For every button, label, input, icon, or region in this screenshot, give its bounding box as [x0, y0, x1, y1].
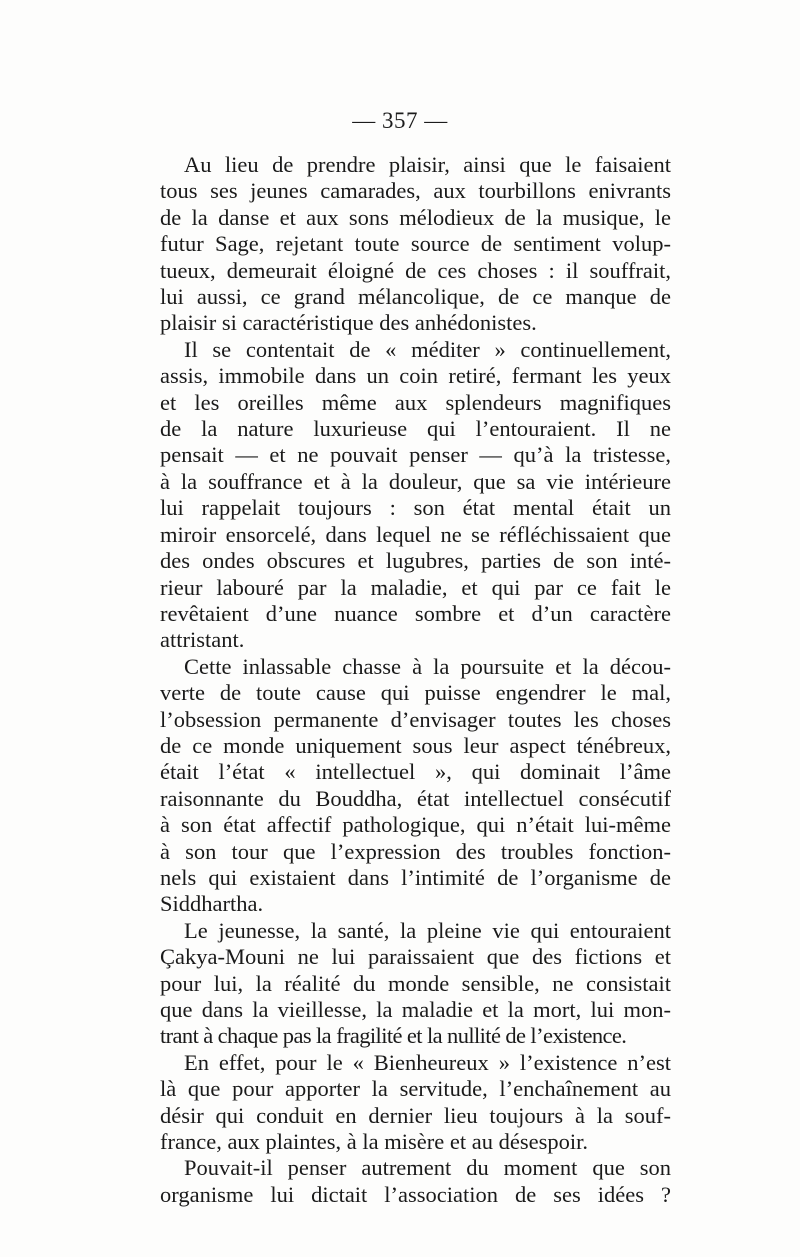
text-line: lui rappelait toujours : son état mental était un — [160, 495, 671, 521]
text-line: de la danse et aux sons mélodieux de la musique, le — [160, 204, 671, 230]
text-line: futur Sage, rejetant toute source de sentiment volup- — [160, 231, 671, 257]
text-line: de ce monde uniquement sous leur aspect ténébreux, — [160, 732, 671, 758]
page-number: — 357 — — [352, 108, 448, 133]
text-line: plaisir si caractéristique des anhédonistes. — [160, 310, 537, 336]
text-line: pour lui, la réalité du monde sensible, ne consistait — [160, 970, 671, 996]
text-line: Pouvait-il penser autrement du moment que son — [184, 1155, 671, 1181]
text-line: pensait — et ne pouvait penser — qu’à la tristesse, — [160, 442, 671, 468]
text-line: Çakya-Mouni ne lui paraissaient que des fictions et — [160, 944, 671, 970]
paragraph — [136, 1050, 671, 1156]
text-line: tueux, demeurait éloigné de ces choses : il souffrait, — [160, 257, 671, 283]
text-line: de la nature luxurieuse qui l’entouraient. Il ne — [160, 416, 671, 442]
text-line: à son état affectif pathologique, qui n’était lui-même — [160, 812, 671, 838]
text-line: que dans la vieillesse, la maladie et la mort, lui mon- — [160, 997, 671, 1022]
paragraph — [136, 654, 671, 918]
text-line: trant à chaque pas la fragilité et la nullité de l’existence. — [160, 1023, 627, 1049]
text-line: verte de toute cause qui puisse engendrer le mal, — [160, 680, 671, 706]
text-line: l’obsession permanente d’envisager toutes les choses — [160, 706, 671, 732]
paragraph — [136, 337, 671, 654]
text-line: attristant. — [160, 627, 245, 653]
text-line: assis, immobile dans un coin retiré, fermant les yeux — [160, 363, 671, 389]
text-line: nels qui existaient dans l’intimité de l’organisme de — [160, 864, 671, 890]
text-line: Cette inlassable chasse à la poursuite et la décou- — [184, 653, 671, 679]
text-line: france, aux plaintes, à la misère et au désespoir. — [160, 1129, 588, 1155]
text-line: tous ses jeunes camarades, aux tourbillons enivrants — [160, 178, 671, 204]
text-line: organisme lui dictait l’association de ses idées ? — [160, 1181, 671, 1207]
text-line: Au lieu de prendre plaisir, ainsi que le faisaient — [184, 152, 671, 177]
paragraph — [136, 1155, 671, 1208]
text-line: raisonnante du Bouddha, état intellectuel consécutif — [160, 785, 671, 811]
text-line: Siddhartha. — [160, 891, 264, 917]
text-line: miroir ensorcelé, dans lequel ne se réfléchissaient que — [160, 521, 671, 547]
text-line: et les oreilles même aux splendeurs magnifiques — [160, 389, 671, 415]
text-line: lui aussi, ce grand mélancolique, de ce manque de — [160, 284, 671, 310]
text-line: désir qui conduit en dernier lieu toujours à la souf- — [160, 1102, 671, 1128]
text-line: rieur labouré par la maladie, et qui par ce fait le — [160, 574, 671, 600]
paragraph — [136, 918, 671, 1050]
body-text — [136, 152, 671, 1208]
paragraph — [136, 152, 671, 337]
text-line: Le jeunesse, la santé, la pleine vie qui entouraient — [184, 917, 671, 943]
text-line: était l’état « intellectuel », qui dominait l’âme — [160, 759, 671, 785]
text-line: Il se contentait de « méditer » continuellement, — [184, 336, 671, 362]
text-line: à son tour que l’expression des troubles fonction- — [160, 838, 671, 864]
text-line: à la souffrance et à la douleur, que sa vie intérieure — [160, 468, 671, 494]
text-line: des ondes obscures et lugubres, parties de son inté- — [160, 548, 671, 574]
text-line: revêtaient d’une nuance sombre et d’un caractère — [160, 600, 671, 626]
text-line: là que pour apporter la servitude, l’enchaînement au — [160, 1076, 671, 1102]
text-line: En effet, pour le « Bienheureux » l’existence n’est — [184, 1049, 671, 1075]
